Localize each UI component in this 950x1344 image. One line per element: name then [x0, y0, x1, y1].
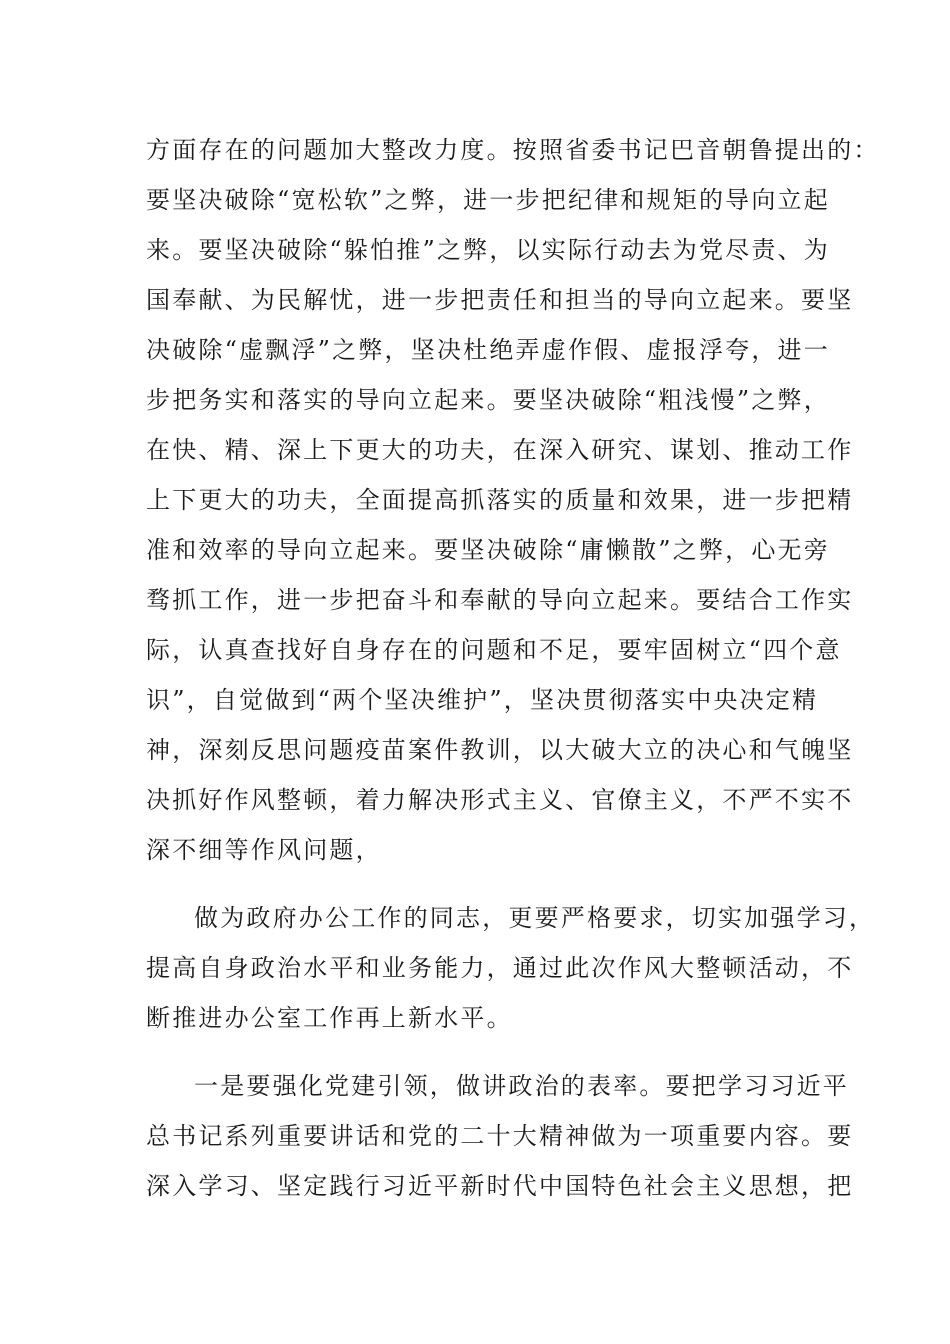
paragraph-1-line-2: 要坚决破除“宽松软”之弊，进一步把纪律和规矩的导向立起	[146, 186, 830, 214]
paragraph-1-line-8: 上下更大的功夫，全面提高抓落实的质量和效果，进一步把精	[146, 486, 854, 514]
paragraph-1-line-1: 方面存在的问题加大整改力度。按照省委书记巴音朝鲁提出的：	[146, 136, 880, 164]
paragraph-3-line-2: 总书记系列重要讲话和党的二十大精神做为一项重要内容。要	[146, 1122, 854, 1150]
paragraph-1-line-10: 骛抓工作，进一步把奋斗和奉献的导向立起来。要结合工作实	[146, 586, 854, 614]
paragraph-2-line-3: 断推进办公室工作再上新水平。	[146, 1004, 513, 1032]
paragraph-2-line-1: 做为政府办公工作的同志，更要严格要求，切实加强学习，	[194, 904, 876, 932]
paragraph-1-line-4: 国奉献、为民解忧，进一步把责任和担当的导向立起来。要坚	[146, 286, 854, 314]
paragraph-1-line-7: 在快、精、深上下更大的功夫，在深入研究、谋划、推动工作	[146, 436, 854, 464]
paragraph-1-line-9: 准和效率的导向立起来。要坚决破除“庸懒散”之弊，心无旁	[146, 536, 830, 564]
paragraph-1-line-11: 际，认真查找好自身存在的问题和不足，要牢固树立“四个意	[146, 636, 842, 664]
paragraph-1-line-13: 神，深刻反思问题疫苗案件教训，以大破大立的决心和气魄坚	[146, 736, 854, 764]
paragraph-3-line-3: 深入学习、坚定践行习近平新时代中国特色社会主义思想，把	[146, 1172, 854, 1200]
paragraph-1-line-14: 决抓好作风整顿，着力解决形式主义、官僚主义，不严不实不	[146, 786, 854, 814]
paragraph-1-line-6: 步把务实和落实的导向立起来。要坚决破除“粗浅慢”之弊，	[146, 386, 830, 414]
paragraph-2-line-2: 提高自身政治水平和业务能力，通过此次作风大整顿活动，不	[146, 954, 854, 982]
paragraph-1-line-15: 深不细等作风问题，	[146, 836, 382, 864]
paragraph-3-line-1: 一是要强化党建引领，做讲政治的表率。要把学习习近平	[194, 1072, 849, 1100]
paragraph-1-line-12: 识”，自觉做到“两个坚决维护”，坚决贯彻落实中央决定精	[146, 686, 819, 714]
paragraph-1-line-5: 决破除“虚飘浮”之弊，坚决杜绝弄虚作假、虚报浮夸，进一	[146, 336, 830, 364]
paragraph-1-line-3: 来。要坚决破除“躲怕推”之弊，以实际行动去为党尽责、为	[146, 236, 830, 264]
